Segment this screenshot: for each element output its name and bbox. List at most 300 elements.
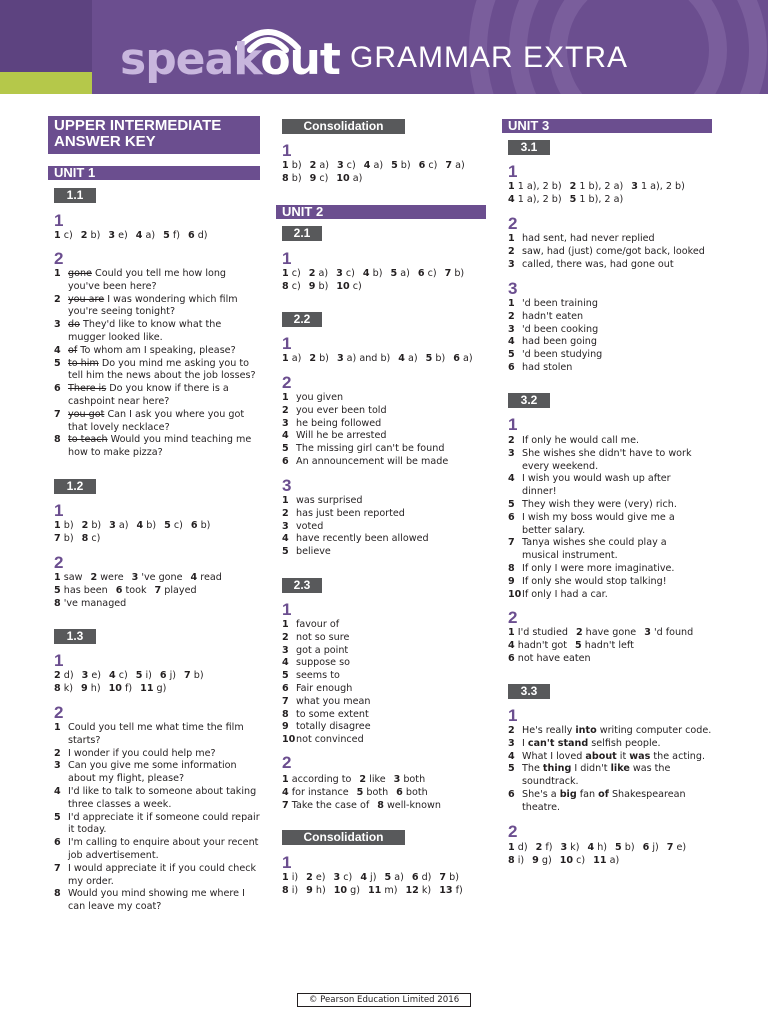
answer-number: 6: [54, 837, 61, 849]
answer-number: 7: [508, 537, 515, 549]
answer-item: 5 1 b), 2 a): [569, 194, 624, 205]
answer-number: 1: [508, 298, 515, 309]
answer-line: They wish they were (very) rich.: [522, 498, 677, 510]
answer-item: 4 j): [360, 872, 377, 883]
answer-number: 8: [54, 888, 61, 900]
answer-item: 8 c): [282, 281, 301, 292]
answer-item: 8 've managed: [54, 598, 127, 609]
answer-number: 2: [309, 353, 317, 364]
answer-text: hadn't eaten: [522, 310, 584, 322]
answer-item: 5 f): [163, 230, 180, 241]
answer-item: 6 d): [187, 230, 208, 241]
answer-number: 3: [336, 353, 344, 364]
answer-item: 5 c): [164, 520, 183, 531]
answer-line: dinner!: [522, 486, 557, 498]
unit-1-heading: UNIT 1: [48, 166, 260, 180]
answer-item: 6 not have eaten: [508, 653, 591, 664]
answer-item: 7 e): [666, 842, 687, 853]
list-item: [282, 418, 488, 431]
answer-number: 10: [336, 173, 350, 184]
answer-number: 1: [282, 619, 289, 630]
answer-line: about my flight, please?: [68, 773, 185, 785]
answer-number: 3: [336, 160, 344, 171]
answer-item: 5 both: [356, 787, 389, 798]
answer-number: 3: [631, 181, 638, 192]
answer-number: 9: [309, 173, 317, 184]
answer-text: Fair enough: [296, 682, 353, 694]
answer-item: 7 a): [445, 160, 465, 171]
answer-row: [508, 627, 693, 640]
answer-text: totally disagree: [296, 721, 371, 733]
list-item: [54, 786, 260, 812]
answer-item: 10 c): [336, 281, 362, 292]
answer-text: 'd been cooking: [522, 323, 599, 335]
answer-number: 6: [642, 842, 650, 853]
answer-number: 6: [508, 511, 515, 523]
deleted-word: of: [68, 344, 78, 356]
answer-list: [54, 722, 260, 914]
answer-text: voted: [296, 520, 324, 532]
list-item: [54, 748, 260, 761]
answer-text: not so sure: [296, 631, 350, 643]
answer-number: 7: [54, 408, 61, 420]
exercise-number: 1: [282, 249, 292, 268]
answer-number: 4: [398, 353, 405, 364]
list-item: [282, 405, 488, 418]
answer-number: 4: [282, 657, 289, 669]
answer-number: 4: [363, 160, 371, 171]
answer-list: [282, 619, 488, 747]
answer-item: 3 1 a), 2 b): [631, 181, 685, 192]
answer-number: 2: [54, 670, 61, 681]
answer-number: 11: [593, 855, 607, 866]
answer-item: 6 b): [190, 520, 211, 531]
section-3-2-heading: 3.2: [508, 393, 550, 408]
answer-number: 12: [405, 885, 419, 896]
answer-number: 2: [308, 268, 316, 279]
answer-number: 6: [418, 160, 426, 171]
answer-line: you're seeing tonight?: [68, 306, 176, 318]
answer-number: 5: [615, 842, 622, 853]
answer-number: 5: [508, 498, 515, 510]
answer-list: [282, 495, 488, 559]
answer-line: how to make pizza?: [68, 447, 163, 459]
answer-item: 10 f): [108, 683, 133, 694]
answer-text: believe: [296, 546, 331, 558]
list-item: [282, 546, 488, 559]
answer-line: that lovely necklace?: [68, 421, 170, 433]
answer-item: 1 c): [282, 268, 301, 279]
answer-number: 7: [184, 670, 191, 681]
answer-item: 7 Take the case of: [282, 800, 370, 811]
answer-number: 8: [282, 708, 289, 720]
answer-item: 7 b): [184, 670, 204, 681]
list-item: [54, 268, 260, 294]
answer-number: 5: [356, 787, 364, 798]
list-item: [282, 645, 488, 658]
list-item: [508, 725, 714, 738]
answer-number: 3: [81, 670, 89, 681]
answer-number: 5: [425, 353, 433, 364]
answer-number: 4: [508, 473, 515, 485]
answer-item: 7 b): [444, 268, 465, 279]
answer-line: of To whom am I speaking, please?: [68, 344, 236, 356]
answer-list: [508, 298, 714, 375]
answer-number: 5: [575, 640, 582, 651]
answer-number: 6: [282, 455, 289, 467]
answer-row: [282, 774, 425, 787]
answer-number: 3: [333, 872, 341, 883]
answer-item: 1 i): [282, 872, 299, 883]
answer-number: 3: [54, 760, 61, 772]
answer-number: 6: [508, 653, 515, 664]
exercise-number: 1: [282, 853, 292, 872]
answer-number: 7: [54, 862, 61, 874]
answer-number: 1: [282, 268, 289, 279]
answer-item: 8 k): [54, 683, 74, 694]
list-item: [508, 589, 714, 602]
answer-item: 8 i): [282, 885, 299, 896]
answer-number: 3: [108, 230, 116, 241]
answer-row: [282, 268, 464, 281]
answer-item: 3 k): [560, 842, 580, 853]
answer-line: you got Can I ask you where you got: [68, 408, 245, 420]
answer-number: 1: [54, 230, 61, 241]
answer-item: 5 a): [390, 268, 410, 279]
answer-line: better salary.: [522, 524, 586, 536]
header-green-stripe: [0, 72, 92, 94]
answer-item: 2 b): [309, 353, 329, 364]
answer-number: 3: [508, 323, 515, 335]
answer-number: 3: [560, 842, 568, 853]
answer-row: [282, 787, 428, 800]
answer-line: I can't stand selfish people.: [522, 737, 661, 749]
answer-row: [508, 640, 634, 653]
answer-item: 9 h): [81, 683, 101, 694]
answer-row: [54, 585, 197, 598]
answer-item: 4 a): [135, 230, 156, 241]
list-item: [508, 311, 714, 324]
answer-number: 8: [81, 533, 89, 544]
answer-line: There is Do you know if there is a: [68, 383, 229, 395]
answer-number: 3: [393, 774, 401, 785]
list-item: [508, 298, 714, 311]
answer-list: [282, 392, 488, 469]
answer-list: [508, 233, 714, 271]
list-item: [54, 383, 260, 409]
answer-item: 7 b): [54, 533, 74, 544]
list-item: [508, 246, 714, 259]
logo-speak: speak: [120, 34, 261, 85]
exercise-number: 2: [282, 373, 292, 392]
answer-number: 10: [333, 885, 348, 896]
answer-number: 5: [282, 443, 289, 455]
answer-number: 4: [360, 872, 367, 883]
answer-text: suppose so: [296, 657, 350, 669]
answer-number: 5: [508, 763, 515, 775]
answer-line: it today.: [68, 824, 107, 836]
answer-item: 2 a): [309, 160, 329, 171]
answer-line: I'd appreciate it if someone could repair: [68, 811, 260, 823]
answer-line: job advertisement.: [68, 849, 159, 861]
answer-number: 2: [508, 245, 515, 257]
answer-number: 4: [135, 230, 143, 241]
answer-line: can leave my coat?: [68, 901, 162, 913]
answer-item: 2 1 b), 2 a): [569, 181, 624, 192]
answer-item: 13 f): [439, 885, 463, 896]
answer-number: 4: [136, 520, 144, 531]
answer-item: 6 c): [417, 268, 437, 279]
answer-line: He's really into writing computer code.: [522, 725, 712, 736]
exercise-number: 1: [282, 600, 292, 619]
list-item: [508, 324, 714, 337]
answer-number: 2: [54, 747, 61, 759]
answer-number: 5: [569, 194, 577, 205]
answer-number: 5: [282, 670, 289, 682]
answer-item: 5 a): [384, 872, 404, 883]
answer-number: 2: [54, 293, 61, 305]
deleted-word: to him: [68, 357, 99, 369]
answer-item: 8 c): [81, 533, 101, 544]
answer-item: 6 took: [115, 585, 147, 596]
answer-number: 8: [377, 800, 384, 811]
answer-item: 12 k): [405, 885, 432, 896]
answer-number: 7: [154, 585, 162, 596]
exercise-number: 1: [282, 141, 292, 160]
answer-item: 7 played: [154, 585, 197, 596]
exercise-number: 2: [282, 753, 292, 772]
copyright-footer: © Pearson Education Limited 2016: [297, 993, 471, 1007]
answer-number: 7: [439, 872, 447, 883]
answer-number: 3: [131, 572, 139, 583]
answer-item: 1 b): [54, 520, 74, 531]
answer-line: I wish my boss would give me a: [522, 511, 675, 523]
answer-item: 11 g): [140, 683, 167, 694]
list-item: [508, 763, 714, 789]
answer-line: If only I had a car.: [522, 588, 608, 600]
answer-number: 8: [282, 173, 289, 184]
answer-line: I'd like to talk to someone about taking: [68, 785, 257, 797]
answer-number: 13: [439, 885, 453, 896]
deleted-word: gone: [68, 268, 92, 279]
answer-text: he being followed: [296, 417, 382, 429]
answer-item: 6 both: [396, 787, 428, 798]
answer-number: 9: [306, 885, 313, 896]
list-item: [54, 319, 260, 345]
list-item: [508, 738, 714, 751]
answer-number: 8: [282, 885, 289, 896]
answer-item: 3 both: [393, 774, 426, 785]
answer-number: 10: [336, 281, 350, 292]
answer-number: 6: [159, 670, 167, 681]
answer-item: 9 c): [309, 173, 329, 184]
answer-text: seems to: [296, 670, 340, 682]
answer-item: 2 e): [306, 872, 326, 883]
answer-row: [282, 800, 441, 813]
answer-line: What I loved about it was the acting.: [522, 750, 705, 762]
answer-line: If only he would call me.: [522, 435, 640, 446]
answer-number: 5: [135, 670, 143, 681]
answer-item: 8 well-known: [377, 800, 441, 811]
answer-number: 11: [367, 885, 382, 896]
answer-row: [54, 670, 204, 683]
list-item: [508, 233, 714, 246]
answer-item: 5 i): [135, 670, 152, 681]
answer-item: 3 e): [108, 230, 128, 241]
answer-line: to him Do you mind me asking you to: [68, 357, 249, 369]
answer-text: was surprised: [296, 495, 363, 506]
list-item: [508, 537, 714, 563]
answer-number: 2: [282, 507, 289, 519]
list-item: [282, 533, 488, 546]
bold-word: into: [575, 725, 597, 736]
answer-line: I wish you would wash up after: [522, 473, 671, 485]
answer-row: [282, 353, 473, 366]
exercise-number: 3: [508, 279, 518, 298]
list-item: [54, 760, 260, 786]
answer-item: 4 for instance: [282, 787, 349, 798]
bold-word: can't stand: [527, 737, 589, 749]
answer-row: [282, 885, 463, 898]
exercise-number: 1: [508, 706, 518, 725]
answer-item: 3 've gone: [131, 572, 183, 583]
answer-text: 'd been studying: [522, 349, 603, 361]
answer-line: do They'd like to know what the: [68, 319, 222, 331]
answer-row: [54, 230, 208, 243]
answer-line: The thing I didn't like was the: [522, 763, 671, 775]
answer-line: you've been here?: [68, 280, 157, 292]
list-item: [508, 563, 714, 576]
answer-number: 8: [54, 683, 61, 694]
answer-text: saw, had (just) come/got back, looked: [522, 245, 705, 257]
answer-number: 10: [559, 855, 574, 866]
answer-number: 4: [362, 268, 370, 279]
exercise-number: 2: [508, 214, 518, 233]
answer-line: Tanya wishes she could play a: [522, 537, 667, 549]
answer-item: 1 according to: [282, 774, 352, 785]
answer-number: 8: [54, 598, 61, 609]
answer-item: 11 a): [593, 855, 620, 866]
answer-text: 'd been training: [522, 298, 598, 309]
answer-number: 4: [282, 787, 289, 798]
answer-line: tell him the news about the job losses?: [68, 370, 256, 382]
answer-number: 10: [282, 734, 296, 746]
speakout-logo: [120, 34, 340, 85]
answer-number: 7: [445, 160, 453, 171]
answer-number: 1: [54, 722, 61, 733]
answer-item: 2 b): [80, 230, 101, 241]
list-item: [508, 512, 714, 538]
answer-number: 8: [508, 562, 515, 574]
answer-item: 3 e): [81, 670, 101, 681]
answer-text: The missing girl can't be found: [296, 443, 445, 455]
answer-row: [54, 683, 166, 696]
answer-item: 4 b): [136, 520, 157, 531]
answer-line: you are I was wondering which film: [68, 293, 238, 305]
deleted-word: do: [68, 319, 80, 331]
section-1-2-heading: 1.2: [54, 479, 96, 494]
exercise-number: 2: [54, 703, 64, 722]
answer-line: every weekend.: [522, 460, 599, 472]
answer-number: 2: [282, 631, 289, 643]
logo-out: out: [260, 34, 340, 85]
answer-item: 1 1 a), 2 b): [508, 181, 562, 192]
answer-number: 3: [282, 644, 289, 656]
answer-number: 9: [532, 855, 539, 866]
deleted-word: you got: [68, 408, 105, 420]
answer-number: 1: [282, 872, 289, 883]
answer-line: She's a big fan of Shakespearean: [522, 788, 686, 800]
answer-line: to teach Would you mind teaching me: [68, 434, 252, 446]
answer-number: 2: [80, 230, 88, 241]
answer-text: have recently been allowed: [296, 533, 429, 545]
answer-number: 6: [282, 682, 289, 694]
answer-number: 7: [54, 533, 61, 544]
unit-3-heading: UNIT 3: [502, 119, 712, 133]
answer-row: [508, 653, 591, 666]
answer-item: 9 b): [308, 281, 329, 292]
answer-text: to some extent: [296, 708, 369, 720]
answer-number: 5: [54, 585, 61, 596]
answer-item: 6 d): [411, 872, 432, 883]
answer-line: cashpoint near here?: [68, 395, 170, 407]
list-item: [54, 837, 260, 863]
answer-line: Would you mind showing me where I: [68, 888, 245, 900]
list-item: [508, 448, 714, 474]
answer-item: 9 h): [306, 885, 326, 896]
exercise-number: 3: [282, 476, 292, 495]
answer-item: 3 a): [109, 520, 129, 531]
answer-item: 6 c): [418, 160, 438, 171]
list-item: [282, 670, 488, 683]
answer-item: 3 c): [336, 160, 356, 171]
answer-item: 8 i): [508, 855, 525, 866]
answer-text: has just been reported: [296, 507, 405, 519]
answer-number: 6: [187, 230, 195, 241]
list-item: [508, 336, 714, 349]
answer-number: 2: [359, 774, 367, 785]
deleted-word: to teach: [68, 434, 108, 446]
answer-list-deletions: [54, 268, 260, 460]
answer-line: theatre.: [522, 801, 561, 813]
answer-item: 10 a): [336, 173, 363, 184]
answer-item: 8 b): [282, 173, 302, 184]
answer-number: 1: [282, 495, 289, 506]
answer-number: 6: [396, 787, 403, 798]
answer-number: 6: [508, 361, 515, 373]
answer-number: 1: [54, 572, 61, 583]
list-item: [282, 456, 488, 469]
answer-list: [508, 435, 714, 601]
list-item: [282, 657, 488, 670]
answer-number: 5: [390, 268, 398, 279]
answer-row: [54, 572, 222, 585]
answer-number: 5: [54, 357, 61, 369]
exercise-number: 1: [54, 651, 64, 670]
list-item: [282, 508, 488, 521]
answer-item: 4 h): [587, 842, 608, 853]
answer-number: 2: [90, 572, 98, 583]
answer-number: 3: [508, 258, 515, 270]
answer-number: 6: [453, 353, 460, 364]
list-item: [54, 722, 260, 748]
exercise-number: 1: [282, 334, 292, 353]
answer-item: 6 j): [642, 842, 659, 853]
answer-number: 2: [569, 181, 577, 192]
answer-line: I would appreciate it if you could check: [68, 862, 257, 874]
answer-row: [54, 533, 100, 546]
answer-number: 9: [308, 281, 316, 292]
